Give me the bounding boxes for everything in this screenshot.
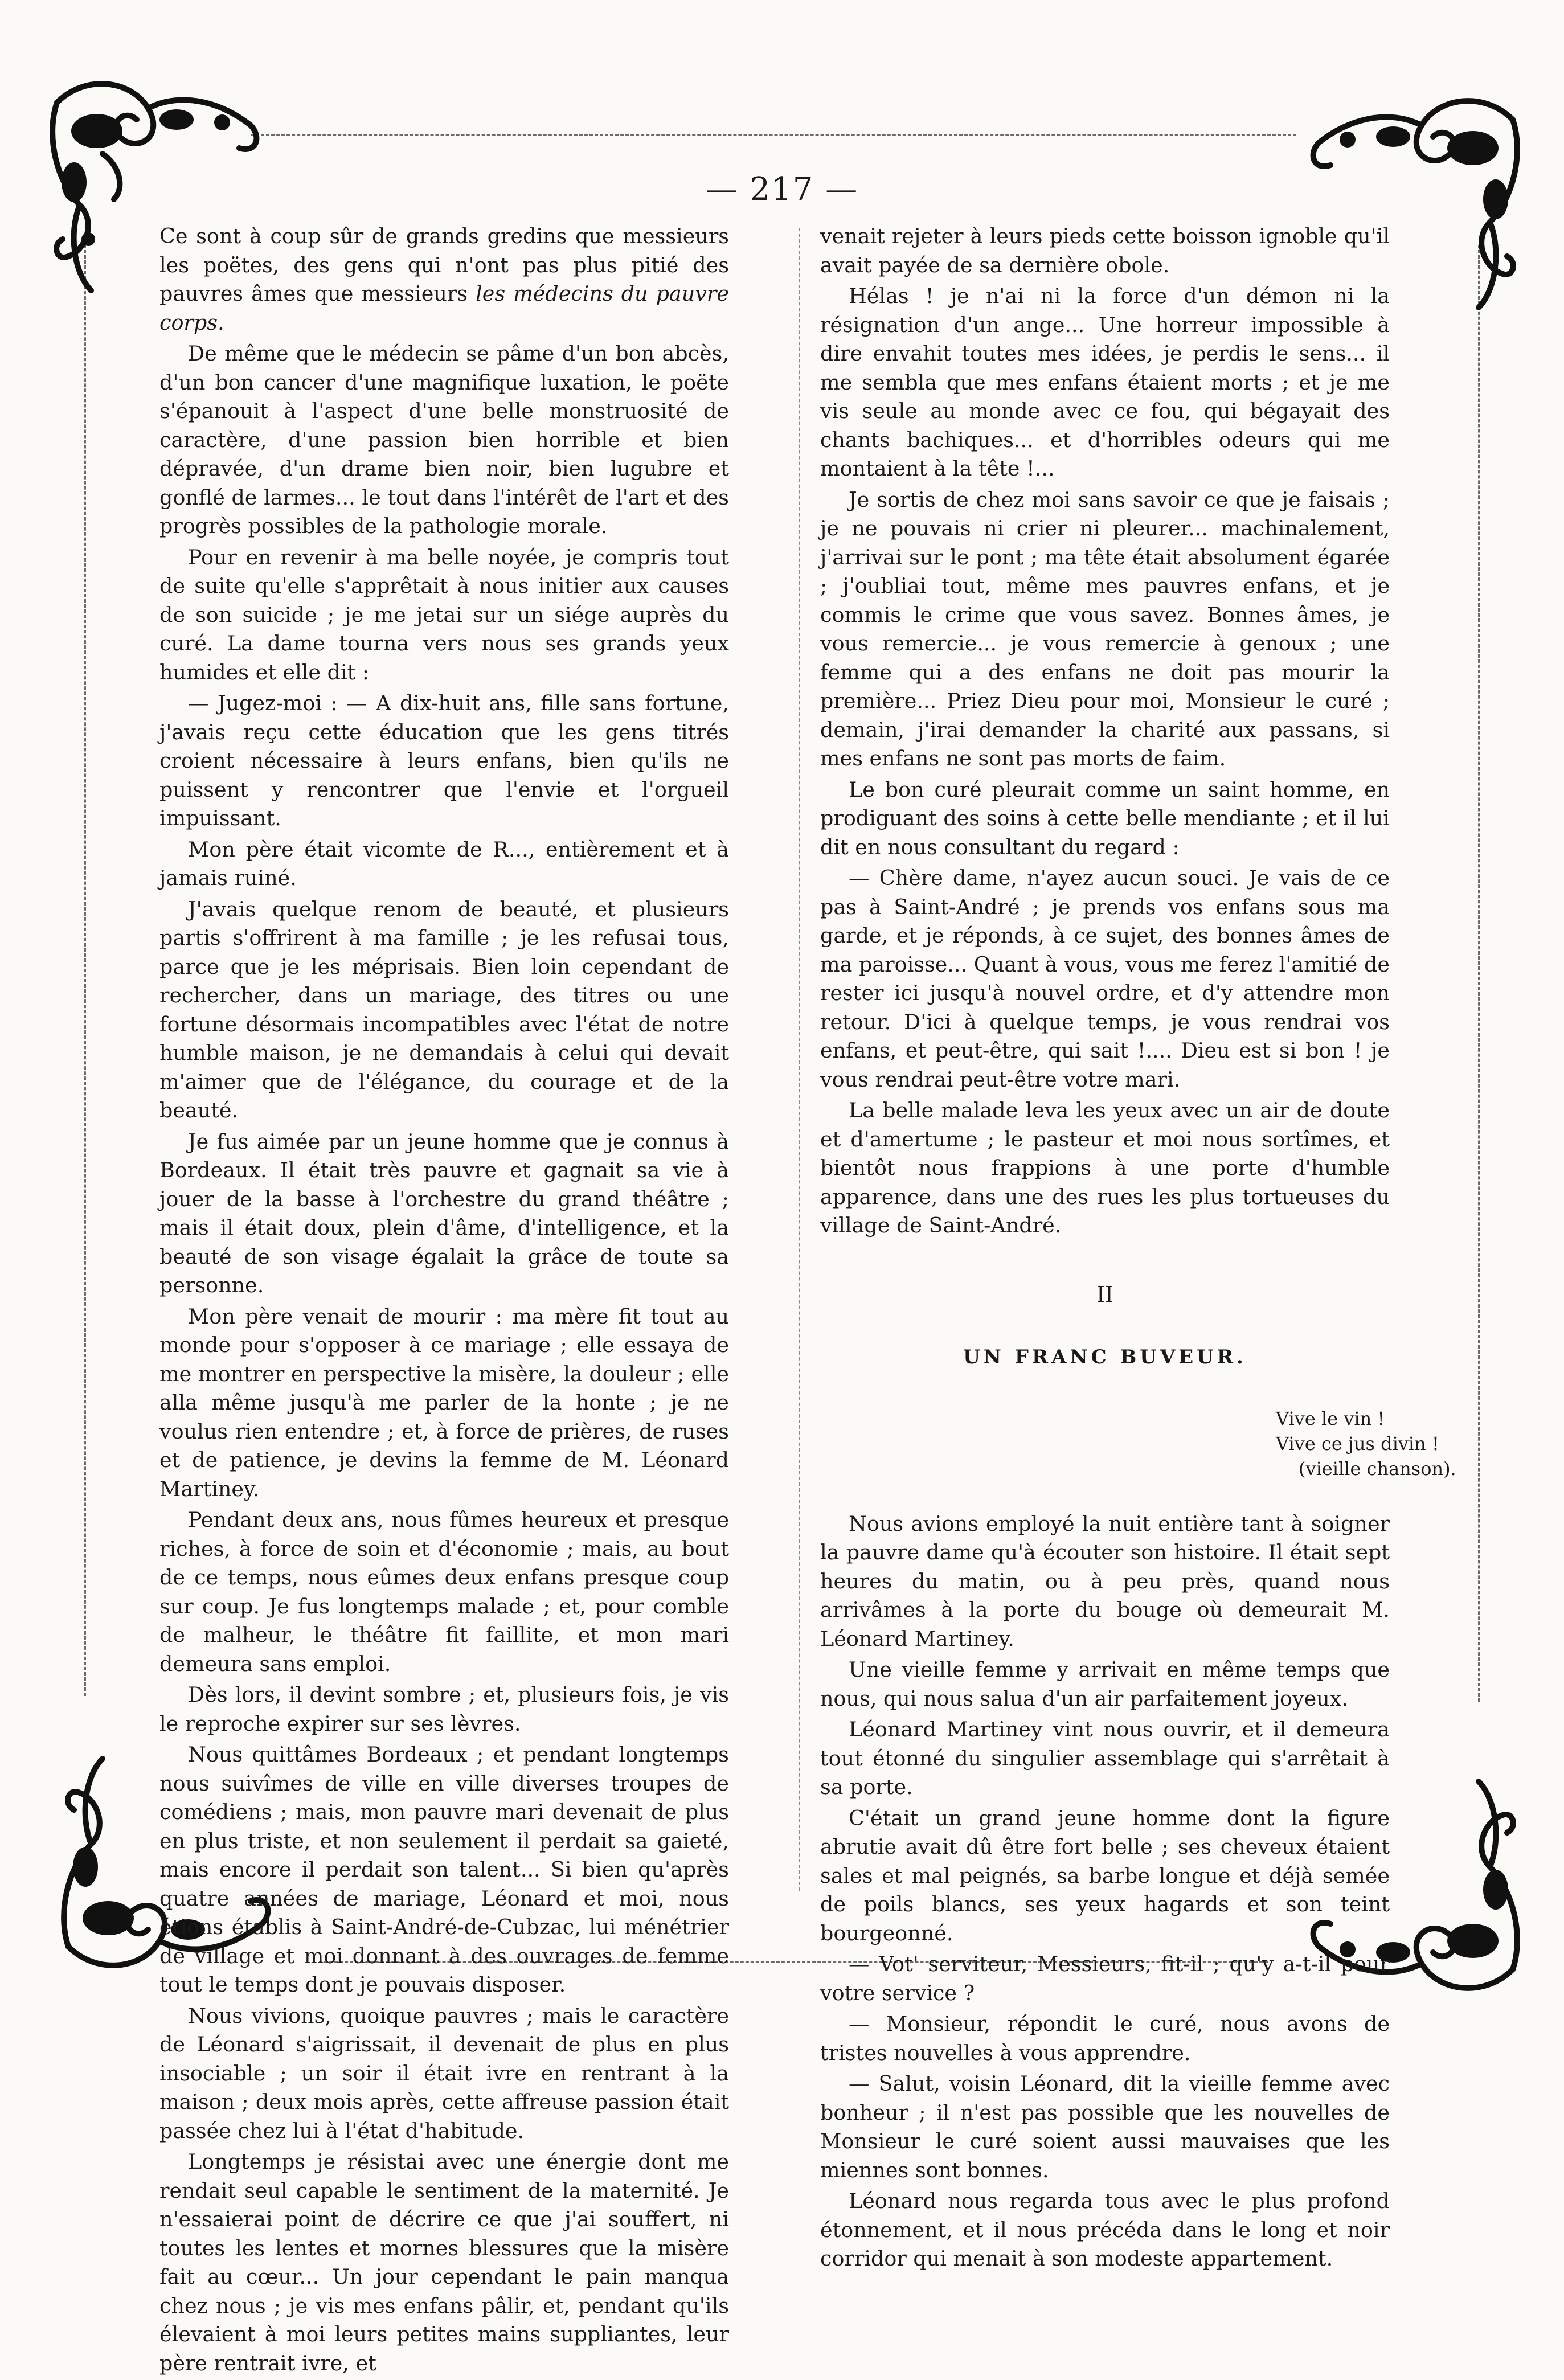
paragraph: Mon père venait de mourir : ma mère fit tout au monde pour s'opposer à ce mariage ; elle essaya de me montrer en perspective la misère, la douleur ; elle alla même jusqu'à me parler de la honte ; je ne voulus rien entendre ; et, à force de prières, de ruses et de patience, je devins la femme de M. Léonard Martiney. bbox=[159, 1304, 729, 1501]
paragraph: Léonard Martiney vint nous ouvrir, et il demeura tout étonné du singulier assemblage qui s'arrêtait à sa porte. bbox=[820, 1717, 1390, 1799]
paragraph: Léonard nous regarda tous avec le plus profond étonnement, et il nous précéda dans le long et noir corridor qui menait à son modeste appartement. bbox=[820, 2189, 1390, 2271]
column-divider bbox=[799, 228, 800, 1891]
epigraph bbox=[1276, 1406, 1492, 1481]
border-top bbox=[251, 134, 1296, 136]
paragraph: — Jugez-moi : — A dix-huit ans, fille sans fortune, j'avais reçu cette éducation que les gens titrés croient nécessaire à leurs enfans, bien qu'ils ne puissent y rencontrer que l'envie et l'orgueil impuissant. bbox=[159, 691, 729, 830]
paragraph: La belle malade leva les yeux avec un air de doute et d'amertume ; le pasteur et moi nous sortîmes, et bientôt nous frappions à une porte d'humble apparence, dans une des rues les plus tortueuses du village de Saint-André. bbox=[820, 1098, 1390, 1238]
paragraph: — Salut, voisin Léonard, dit la vieille femme avec bonheur ; il n'est pas possible que les nouvelles de Monsieur le curé soient aussi mauvaises que les miennes sont bonnes. bbox=[820, 2071, 1390, 2182]
paragraph: J'avais quelque renom de beauté, et plusieurs partis s'offrirent à ma famille ; je les refusai tous, parce que je les méprisais. Bien loin cependant de rechercher, dans un mariage, des titres ou une fortune désormais incompatibles avec l'état de notre humble maison, je ne demandais à celui qui devait m'aimer que de l'élégance, du courage et de la beauté. bbox=[159, 896, 729, 1123]
section-title: UN FRANC BUVEUR. bbox=[963, 1346, 1247, 1369]
paragraph: Nous quittâmes Bordeaux ; et pendant longtemps nous suivîmes de ville en ville diverses troupes de comédiens ; mais, mon pauvre mari devenait de plus en plus triste, et non seulement il perdait sa gaieté, mais encore il perdait son talent... Si bien qu'après quatre années de mariage, Léonard et moi, nous étions établis à Saint-André-de-Cubzac, lui ménétrier de village et moi donnant à des ouvrages de femme tout le temps dont je pouvais disposer. bbox=[159, 1742, 729, 1997]
paragraph: Nous vivions, quoique pauvres ; mais le caractère de Léonard s'aigrissait, il devenait de plus en plus insociable ; un soir il était ivre en rentrant à la maison ; deux mois après, cette affreuse passion était passée chez lui à l'état d'habitude. bbox=[159, 2003, 729, 2143]
paragraph: Mon père était vicomte de R..., entièrement et à jamais ruiné. bbox=[159, 837, 729, 890]
epigraph-line: Vive ce jus divin ! bbox=[1276, 1432, 1439, 1455]
paragraph: Le bon curé pleurait comme un saint homme, en prodiguant des soins à cette belle mendiante ; et il lui dit en nous consultant du regard : bbox=[820, 777, 1390, 859]
border-right bbox=[1478, 245, 1480, 1702]
paragraph: De même que le médecin se pâme d'un bon abcès, d'un bon cancer d'une magnifique luxation, le poëte s'épanouit à l'aspect d'une belle monstruosité de caractère, d'une passion bien horrible et bien dépravée, d'un drame bien noir, bien lugubre et gonflé de larmes... le tout dans l'intérêt de l'art et des progrès possibles de la pathologie morale. bbox=[159, 341, 729, 538]
paragraph: — Monsieur, répondit le curé, nous avons de tristes nouvelles à vous apprendre. bbox=[820, 2012, 1390, 2065]
paragraph: Hélas ! je n'ai ni la force d'un démon ni la résignation d'un ange... Une horreur impossible à dire envahit toutes mes idées, je perdis le sens... il me sembla que mes enfans étaient morts ; et je me vis seule au monde avec ce fou, qui bégayait des chants bachiques... et d'horribles odeurs qui me montaient à la tête !... bbox=[820, 284, 1390, 481]
paragraph: Une vieille femme y arrivait en même temps que nous, qui nous salua d'un air parfaitement joyeux. bbox=[820, 1657, 1390, 1711]
paragraph: Pendant deux ans, nous fûmes heureux et presque riches, à force de soin et d'économie ; mais, au bout de ce temps, nous eûmes deux enfans presque coup sur coup. Je fus longtemps malade ; et, pour comble de malheur, le théâtre fit faillite, et mon mari demeura sans emploi. bbox=[159, 1508, 729, 1676]
left-column bbox=[159, 222, 729, 2380]
page-number: — 217 — bbox=[705, 171, 859, 208]
paragraph: C'était un grand jeune homme dont la figure abrutie avait dû être fort belle ; ses cheveux étaient sales et mal peignés, sa barbe longue et déjà semée de poils blancs, ses yeux hagards et son teint bourgeonné. bbox=[820, 1805, 1390, 1945]
paragraph: venait rejeter à leurs pieds cette boisson ignoble qu'il avait payée de sa dernière obole. bbox=[820, 224, 1390, 277]
right-column bbox=[820, 222, 1456, 2276]
paragraph: Nous avions employé la nuit entière tant à soigner la pauvre dame qu'à écouter son histoire. Il était sept heures du matin, ou à peu près, quand nous arrivâmes à la porte du bouge où demeurait M. Léonard Martiney. bbox=[820, 1511, 1390, 1651]
paragraph: Pour en revenir à ma belle noyée, je compris tout de suite qu'elle s'apprêtait à nous initier aux causes de son suicide ; je me jetai sur un siége auprès du curé. La dame tourna vers nous ses grands yeux humides et elle dit : bbox=[159, 544, 729, 685]
epigraph-source: (vieille chanson). bbox=[1299, 1457, 1456, 1480]
paragraph: Longtemps je résistai avec une énergie dont me rendait seul capable le sentiment de la maternité. Je n'essaierai point de décrire ce que j'ai souffert, ni toutes les lentes et mornes blessures que la misère fait au cœur... Un jour cependant le pain manqua chez nous ; je vis mes enfans pâlir, et, pendant qu'ils élevaient à moi leurs petites mains suppliantes, leur père rentrait ivre, et bbox=[159, 2149, 729, 2375]
border-left bbox=[84, 245, 86, 1696]
paragraph: — Vot' serviteur, Messieurs, fit-il ; qu'y a-t-il pour votre service ? bbox=[820, 1952, 1390, 2005]
epigraph-line: Vive le vin ! bbox=[1276, 1407, 1385, 1429]
paragraph: Je fus aimée par un jeune homme que je connus à Bordeaux. Il était très pauvre et gagnait sa vie à jouer de la basse à l'orchestre du grand théâtre ; mais il était doux, plein d'âme, d'intelligence, et la beauté de son visage égalait la grâce de toute sa personne. bbox=[159, 1129, 729, 1297]
paragraph: Ce sont à coup sûr de grands gredins que messieurs les poëtes, des gens qui n'ont pas plus pitié des pauvres âmes que messieurs les médecins du pauvre corps. bbox=[159, 224, 729, 335]
paragraph: Dès lors, il devint sombre ; et, plusieurs fois, je vis le reproche expirer sur ses lèvres. bbox=[159, 1682, 729, 1736]
section-number: II bbox=[1096, 1281, 1114, 1307]
paragraph: Je sortis de chez moi sans savoir ce que je faisais ; je ne pouvais ni crier ni pleurer... machinalement, j'arrivai sur le pont ; ma tête était absolument égarée ; j'oubliai tout, même mes pauvres enfans, et je commis le crime que vous savez. Bonnes âmes, je vous remercie... je vous remercie à genoux ; une femme qui a des enfans ne doit pas mourir la première... Priez Dieu pour moi, Monsieur le curé ; demain, j'irai demander la charité aux passans, si mes enfans ne sont pas morts de faim. bbox=[820, 487, 1390, 771]
paragraph: — Chère dame, n'ayez aucun souci. Je vais de ce pas à Saint-André ; je prends vos enfans sous ma garde, et je réponds, à ce sujet, des bonnes âmes de ma paroisse... Quant à vous, vous me ferez l'amitié de rester ici jusqu'à nouvel ordre, et d'y attendre mon retour. D'ici à quelque temps, je vous rendrai vos enfans, et peut-être, qui sait !.... Dieu est si bon ! je vous rendrai peut-être votre mari. bbox=[820, 866, 1390, 1092]
